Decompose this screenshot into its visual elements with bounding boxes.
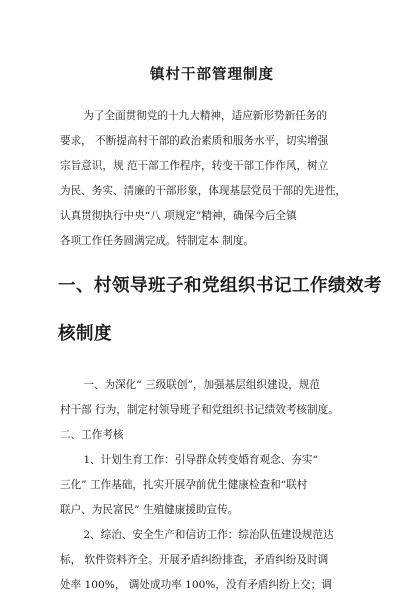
item-line: 标， 软件资料齐全。开展矛盾纠纷排查，矛盾纠纷及时调 — [60, 554, 329, 566]
section-heading-line: 一、村领导班子和党组织书记工作绩效考 — [58, 276, 382, 296]
intro-paragraph — [60, 104, 364, 254]
intro-line: 为民、务实、清廉的干部形象，体现基层党员干部的先进性， — [60, 185, 347, 197]
paragraph-line: 一、为深化“ 三级联创”，加强基层组织建设，规范 — [83, 379, 320, 391]
item-line: 三化” 工作基础，扎实开展孕前优生健康检查和“联村 — [60, 479, 308, 491]
item-line: 2、综治、安全生产和信访工作：综治队伍建设规范达 — [83, 529, 334, 541]
intro-line: 宗旨意识，规 范干部工作程序，转变干部工作作风，树立 — [60, 160, 329, 172]
section-heading — [58, 262, 382, 358]
section-body — [60, 373, 364, 598]
intro-line: 要求， 不断提高村干部的政治素质和服务水平，切实增强 — [60, 135, 329, 147]
intro-line: 为了全面贯彻党的十九大精神，适应新形势新任务的 — [83, 110, 327, 122]
intro-line: 各项工作任务圆满完成。特制定本 制度。 — [60, 235, 255, 247]
section-heading-line: 核制度 — [58, 324, 112, 344]
subheading: 二、工作考核 — [60, 429, 124, 441]
paragraph-line: 村干部 行为，制定村领导班子和党组织书记绩效考核制度。 — [60, 404, 339, 416]
item-line: 处率 100%， 调处成功率 100%，没有矛盾纠纷上交；调 — [60, 579, 332, 591]
document-title: 镇村干部管理制度 — [150, 67, 274, 83]
item-line: 1、计划生育工作：引导群众转变婚育观念、夯实“ — [83, 454, 318, 466]
item-line: 联户、为民富民” 生殖健康援助宣传。 — [60, 504, 239, 516]
intro-line: 认真贯彻执行中央“八 项规定”精神，确保今后全镇 — [60, 210, 297, 222]
